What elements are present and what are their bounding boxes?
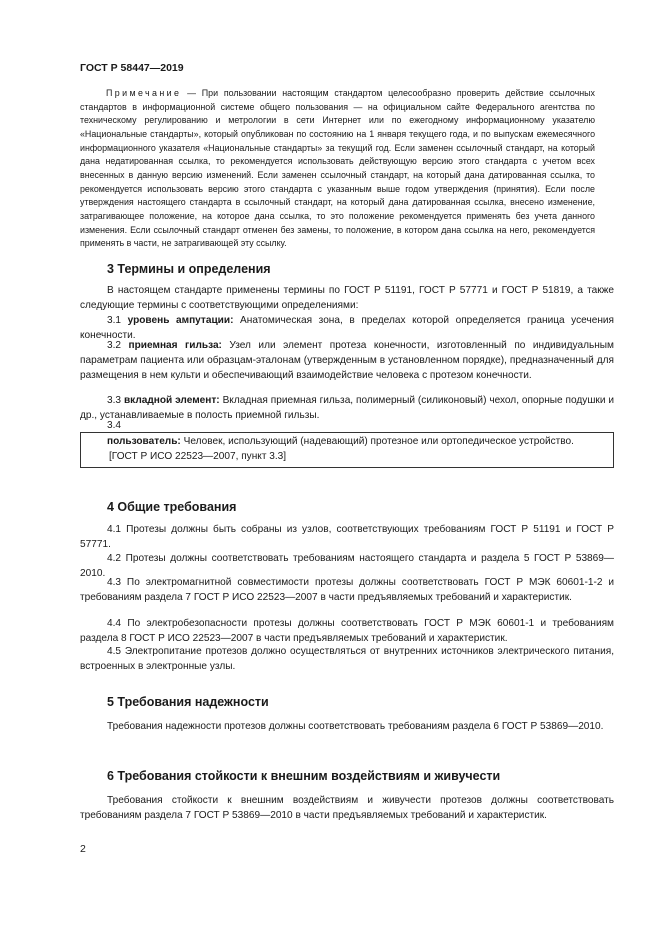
term-definition: Вкладная приемная гильза, полимерный (силиконовый) чехол, опорные подушки и др., устанавливаемые в полость приемной гильзы. — [80, 395, 614, 422]
section-3-intro: В настоящем стандарте применены термины по ГОСТ Р 51191, ГОСТ Р 57771 и ГОСТ Р 51819, а также следующие термины с соответствующими определениями: — [80, 285, 614, 312]
term-3-4-number: 3.4 — [107, 420, 122, 431]
section-6-text: Требования стойкости к внешним воздействиям и живучести протезов должны соответствовать требованиям раздела 7 ГОСТ Р 53869—2010 в части предъявляемых требований и характеристик. — [80, 795, 614, 822]
section-5-heading: 5 Требования надежности — [107, 695, 269, 709]
clause-4-1: 4.1 Протезы должны быть собраны из узлов, соответствующих требованиям ГОСТ Р 51191 и ГОСТ Р 57771. — [80, 524, 614, 551]
section-4-heading: 4 Общие требования — [107, 500, 237, 514]
term-number: 3.2 — [107, 340, 129, 351]
term-name: вкладной элемент: — [123, 395, 220, 406]
section-5-text: Требования надежности протезов должны соответствовать требованиям раздела 6 ГОСТ Р 53869—2010. — [107, 721, 604, 732]
note-label: Примечание — [106, 88, 182, 98]
section-6-heading: 6 Требования стойкости к внешним воздействиям и живучести — [107, 769, 501, 783]
term-number: 3.3 — [107, 395, 124, 406]
clause-4-5: 4.5 Электропитание протезов должно осуществляться от внутренних источников электрического питания, встроенных в электронные узлы. — [80, 646, 614, 673]
term-3-4-box — [80, 432, 614, 468]
term-3-2 — [80, 338, 614, 383]
term-name: пользователь: — [107, 436, 181, 447]
term-name: приемная гильза: — [128, 340, 222, 351]
section-3-heading: 3 Термины и определения — [107, 262, 271, 276]
term-definition: Человек, использующий (надевающий) протезное или ортопедическое устройство. — [180, 436, 574, 447]
term-definition: Узел или элемент протеза конечности, изготовленный по индивидуальным параметрам пациента или образцам-эталонам (утвержденным в установленном порядке), предназначенный для размещения в нем культи и обеспечивающий взаимодействие человека с протезом конечности. — [80, 340, 614, 382]
note-text: — При пользовании настоящим стандартом целесообразно проверить действие ссылочных стандартов в информационной системе общего пользования — на официальном сайте Федерального агентства по техническому регулированию и метрологии в сети Интернет или по ежегодному информационному указателю «Национальные стандарты», который опубликован по состоянию на 1 января текущего года, и по выпускам ежемесячного информационного указателя «Национальные стандарты» за текущий год. Если заменен ссылочный стандарт, на который дана недатированная ссылка, то рекомендуется использовать действующую версию этого стандарта с учетом всех внесенных в данную версию изменений. Если заменен ссылочный стандарт, на который дана датированная ссылка, то рекомендуется использовать версию этого стандарта с указанным выше годом утверждения (принятия). Если после утверждения настоящего стандарта в ссылочный стандарт, на который дана датированная ссылка, внесено изменение, затрагивающее положение, на которое дана ссылка, то это положение рекомендуется применять без учета данного изменения. Если ссылочный стандарт отменен без замены, то положение, в котором дана ссылка на него, рекомендуется применять в части, не затрагивающей эту ссылку. — [80, 88, 595, 249]
term-3-4 — [81, 434, 613, 449]
term-source: [ГОСТ Р ИСО 22523—2007, пункт 3.3] — [109, 451, 287, 463]
term-name: уровень ампутации: — [127, 315, 234, 326]
document-header: ГОСТ Р 58447—2019 — [80, 62, 184, 74]
clause-4-2: 4.2 Протезы должны соответствовать требованиям настоящего стандарта и раздела 5 ГОСТ Р 53869—2010. — [80, 553, 614, 580]
term-definition: Анатомическая зона, в пределах которой определяется граница усечения конечности. — [80, 315, 614, 342]
clause-4-3: 4.3 По электромагнитной совместимости протезы должны соответствовать ГОСТ Р МЭК 60601-1-2 и требованиям раздела 7 ГОСТ Р ИСО 22523—2007 в части предъявляемых требований и характеристик. — [80, 577, 614, 604]
clause-4-4: 4.4 По электробезопасности протезы должны соответствовать ГОСТ Р МЭК 60601-1 и требованиям раздела 8 ГОСТ Р ИСО 22523—2007 в части предъявляемых требований и характеристик. — [80, 618, 614, 645]
term-number: 3.1 — [107, 315, 128, 326]
reference-note — [80, 87, 595, 251]
page-number: 2 — [80, 843, 86, 855]
